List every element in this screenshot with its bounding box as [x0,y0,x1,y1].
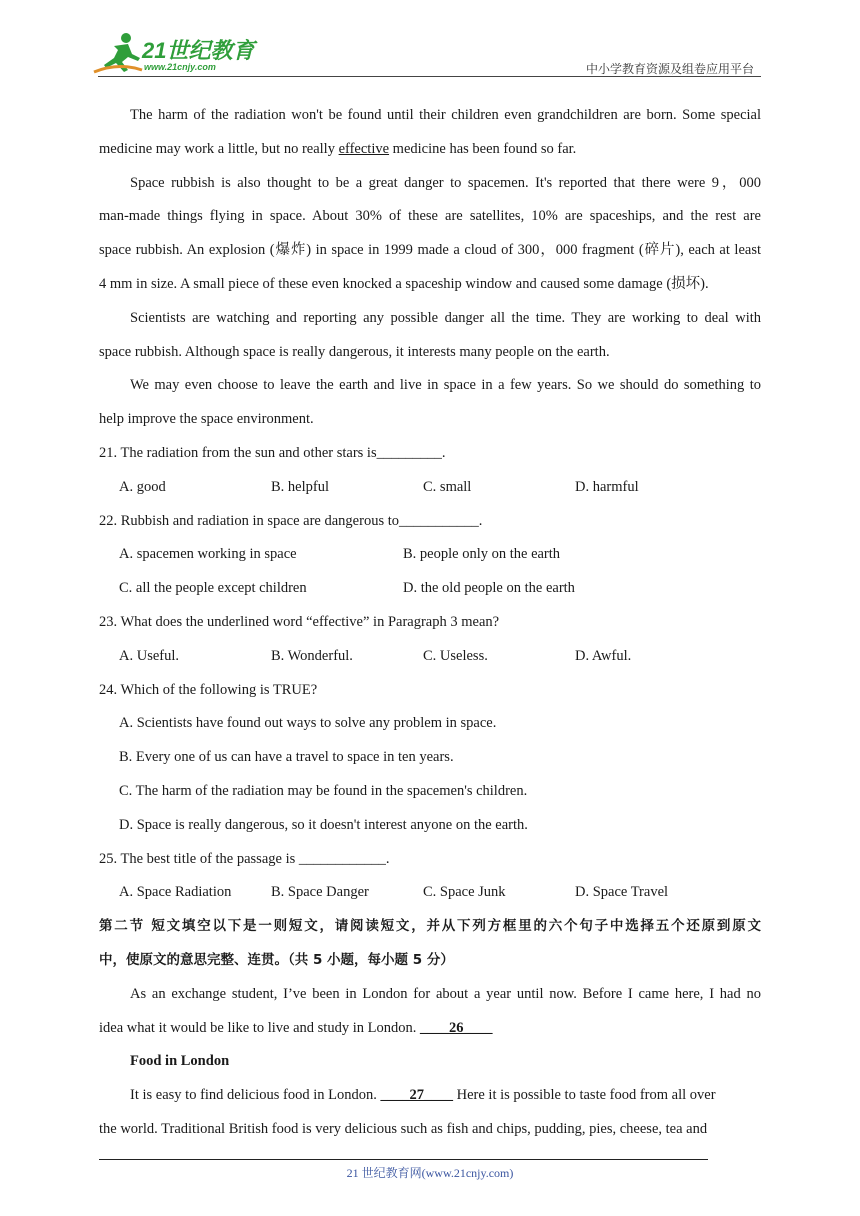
option-d[interactable]: D. the old people on the earth [403,580,575,597]
option-a[interactable]: A. Useful. [119,647,180,664]
passage-line: We may even choose to leave the earth and live in space in a few years. So we should do something to [130,377,761,394]
option-c[interactable]: C. small [423,478,472,495]
option-d[interactable]: D. Space is really dangerous, so it doesn't interest anyone on the earth. [119,816,528,833]
header-divider [98,76,761,77]
option-b[interactable]: B. helpful [271,478,329,495]
passage-line: the world. Traditional British food is very delicious such as fish and chips, pudding, pies, cheese, tea and [99,1120,708,1137]
text-span: medicine has been found so far. [389,140,577,157]
question-stem-22: 22. Rubbish and radiation in space are dangerous to___________. [99,512,483,529]
section2-instruction: 中，使原文的意思完整、连贯。（共 5 小题，每小题 5 分） [99,951,454,968]
passage-line: man-made things flying in space. About 30% of these are satellites, 10% are spaceships, and the rest are [99,208,761,225]
blank-26[interactable]: ____26____ [419,1019,493,1036]
section2-instruction: 第二节 短文填空以下是一则短文，请阅读短文，并从下列方框里的六个句子中选择五个还原到原文 [99,918,761,935]
text-span: It is easy to find delicious food in London. [130,1087,381,1104]
passage-line: As an exchange student, I’ve been in London for about a year until now. Before I came here, I had no [130,985,761,1002]
option-d[interactable]: D. Space Travel [575,884,669,901]
passage-line: The harm of the radiation won't be found until their children even grandchildren are born. Some special [130,107,761,123]
option-c[interactable]: C. Useless. [423,647,488,664]
question-stem-23: 23. What does the underlined word “effective” in Paragraph 3 mean? [99,613,500,630]
question-options-22-row2 [99,572,761,606]
passage-line [99,1079,761,1113]
question-options-25 [99,876,761,910]
question-stem-25: 25. The best title of the passage is ____________. [99,850,390,867]
option-d[interactable]: D. harmful [575,478,639,495]
footer-link[interactable]: 21 世纪教育网(www.21cnjy.com) [346,1166,514,1180]
question-stem-21: 21. The radiation from the sun and other stars is_________. [99,444,446,461]
site-logo[interactable] [92,32,262,78]
question-options-21 [99,471,761,505]
logo-brand-text: 21世纪教育 [142,38,255,63]
text-span: Here it is possible to taste food from all over [453,1087,716,1104]
blank-27[interactable]: ____27____ [380,1087,453,1104]
option-c[interactable]: C. Space Junk [423,884,506,901]
header-platform-title: 中小学教育资源及组卷应用平台 [585,62,754,76]
page-header [0,0,860,80]
passage-line: 4 mm in size. A small piece of these even knocked a spaceship window and caused some damage (损坏). [99,275,709,292]
option-b[interactable]: B. Space Danger [271,884,369,901]
option-c[interactable]: C. The harm of the radiation may be found in the spacemen's children. [119,782,528,799]
option-b[interactable]: B. Every one of us can have a travel to space in ten years. [119,749,454,766]
passage-line: Space rubbish is also thought to be a great danger to spacemen. It's reported that there were 9，000 [130,174,761,191]
passage-line [99,133,761,167]
runner-logo-icon [92,32,144,76]
option-a[interactable]: A. Space Radiation [119,884,232,901]
option-a[interactable]: A. good [119,478,166,495]
logo-url-text: www.21cnjy.com [144,62,216,72]
footer-divider [99,1159,708,1160]
passage-line: space rubbish. An explosion (爆炸) in space in 1999 made a cloud of 300，000 fragment (碎片), each at least [99,242,761,259]
underlined-word-effective: effective [338,140,390,157]
text-span: medicine may work a little, but no really [99,140,339,157]
passage-line [99,1012,761,1046]
passage-line: help improve the space environment. [99,411,314,428]
option-a[interactable]: A. spacemen working in space [119,546,297,563]
option-a[interactable]: A. Scientists have found out ways to solve any problem in space. [119,715,497,732]
question-options-23 [99,640,761,674]
passage-line: space rubbish. Although space is really dangerous, it interests many people on the earth. [99,343,610,360]
subheading-food-in-london: Food in London [130,1053,230,1070]
option-d[interactable]: D. Awful. [575,647,632,664]
question-stem-24: 24. Which of the following is TRUE? [99,681,318,698]
text-span: idea what it would be like to live and study in London. [99,1019,420,1036]
option-c[interactable]: C. all the people except children [119,580,307,597]
passage-line: Scientists are watching and reporting any possible danger all the time. They are working to deal with [130,309,761,326]
option-b[interactable]: B. people only on the earth [403,546,561,563]
document-body [99,99,761,1147]
option-b[interactable]: B. Wonderful. [271,647,353,664]
question-options-22-row1 [99,538,761,572]
